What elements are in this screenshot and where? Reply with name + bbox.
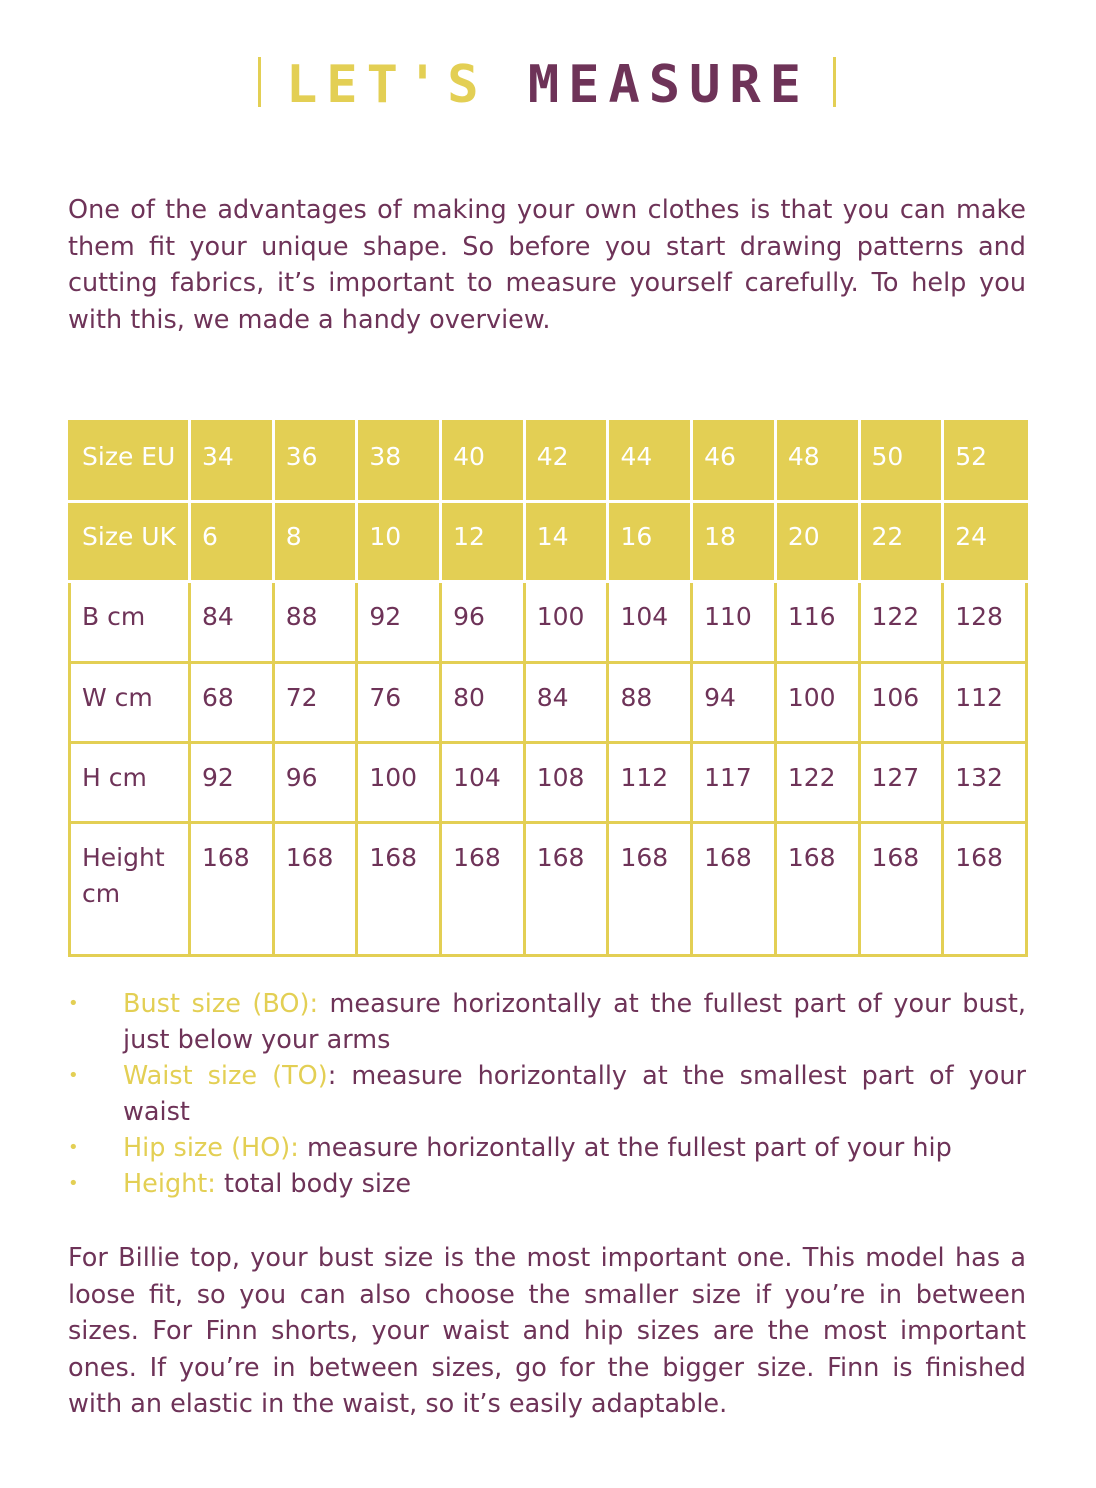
bullet-icon: • [68, 1137, 79, 1158]
table-cell: 40 [441, 422, 525, 502]
table-row [70, 422, 1027, 502]
definition-term: Bust size (BO): [123, 989, 319, 1019]
table-cell: 18 [692, 502, 776, 582]
bullet-icon: • [68, 1173, 79, 1194]
table-cell: 127 [859, 742, 943, 822]
table-cell: 22 [859, 502, 943, 582]
table-cell: 110 [692, 582, 776, 662]
table-cell: 84 [524, 662, 608, 742]
table-cell: 12 [441, 502, 525, 582]
title-part-2: MEASURE [527, 55, 810, 115]
row-label: H cm [70, 742, 190, 822]
table-cell: 72 [273, 662, 357, 742]
table-cell: 122 [859, 582, 943, 662]
table-cell: 104 [608, 582, 692, 662]
table-cell: 168 [273, 823, 357, 956]
definition-text: measure horizontally at the fullest part of your hip [298, 1133, 952, 1163]
list-item [68, 1166, 1026, 1202]
table-cell: 108 [524, 742, 608, 822]
table-cell: 116 [775, 582, 859, 662]
table-cell: 46 [692, 422, 776, 502]
definition-text: : measure horizontally at the smallest part of your waist [123, 1061, 1026, 1127]
size-chart-table [68, 420, 1028, 957]
table-cell: 100 [775, 662, 859, 742]
table-cell: 88 [273, 582, 357, 662]
table-cell: 76 [357, 662, 441, 742]
table-cell: 168 [775, 823, 859, 956]
definition-term: Height: [123, 1169, 216, 1199]
table-row [70, 823, 1027, 956]
table-cell: 10 [357, 502, 441, 582]
table-cell: 96 [273, 742, 357, 822]
table-cell: 36 [273, 422, 357, 502]
table-cell: 44 [608, 422, 692, 502]
table-cell: 168 [943, 823, 1027, 956]
table-row [70, 502, 1027, 582]
table-cell: 42 [524, 422, 608, 502]
table-cell: 112 [608, 742, 692, 822]
table-cell: 20 [775, 502, 859, 582]
table-cell: 128 [943, 582, 1027, 662]
definition-text: measure horizontally at the fullest part of your bust, just below your arms [123, 989, 1026, 1055]
definition-term: Hip size (HO): [123, 1133, 299, 1163]
table-cell: 104 [441, 742, 525, 822]
table-cell: 132 [943, 742, 1027, 822]
table-cell: 100 [524, 582, 608, 662]
table-cell: 80 [441, 662, 525, 742]
row-label: B cm [70, 582, 190, 662]
definition-term: Waist size (TO) [123, 1061, 328, 1091]
table-cell: 52 [943, 422, 1027, 502]
table-cell: 68 [190, 662, 274, 742]
table-cell: 88 [608, 662, 692, 742]
table-cell: 112 [943, 662, 1027, 742]
row-label: Height cm [70, 823, 190, 956]
table-cell: 122 [775, 742, 859, 822]
table-cell: 84 [190, 582, 274, 662]
table-cell: 6 [190, 502, 274, 582]
list-item [68, 1058, 1026, 1130]
table-cell: 8 [273, 502, 357, 582]
table-cell: 92 [357, 582, 441, 662]
table-cell: 24 [943, 502, 1027, 582]
table-cell: 96 [441, 582, 525, 662]
table-cell: 168 [859, 823, 943, 956]
table-cell: 14 [524, 502, 608, 582]
table-row [70, 582, 1027, 662]
list-item [68, 986, 1026, 1058]
bullet-icon: • [68, 1065, 79, 1086]
row-label: W cm [70, 662, 190, 742]
table-row [70, 742, 1027, 822]
table-cell: 168 [608, 823, 692, 956]
table-row [70, 662, 1027, 742]
table-cell: 100 [357, 742, 441, 822]
title-part-1: LET'S [285, 55, 488, 115]
table-cell: 38 [357, 422, 441, 502]
table-cell: 168 [692, 823, 776, 956]
table-cell: 168 [524, 823, 608, 956]
bullet-icon: • [68, 993, 79, 1014]
table-cell: 34 [190, 422, 274, 502]
page-title [0, 50, 1096, 120]
table-cell: 92 [190, 742, 274, 822]
row-label: Size UK [70, 502, 190, 582]
table-cell: 117 [692, 742, 776, 822]
row-label: Size EU [70, 422, 190, 502]
intro-paragraph: One of the advantages of making your own clothes is that you can make them fit your unique shape. So before you start drawing patterns and cutting fabrics, it’s important to measure yourself carefully. To help you with this, we made a handy overview. [68, 195, 1026, 335]
outro-paragraph: For Billie top, your bust size is the most important one. This model has a loose fit, so you can also choose the smaller size if you’re in between sizes. For Finn shorts, your waist and hip sizes are the most important ones. If you’re in between sizes, go for the bigger size. Finn is finished with an elastic in the waist, so it’s easily adaptable. [68, 1243, 1026, 1419]
table-cell: 16 [608, 502, 692, 582]
table-cell: 48 [775, 422, 859, 502]
table-cell: 94 [692, 662, 776, 742]
definition-text: total body size [215, 1169, 412, 1199]
table-cell: 106 [859, 662, 943, 742]
list-item [68, 1130, 1026, 1166]
table-cell: 168 [357, 823, 441, 956]
measurement-definitions [68, 986, 1026, 1202]
table-cell: 168 [441, 823, 525, 956]
table-cell: 168 [190, 823, 274, 956]
table-cell: 50 [859, 422, 943, 502]
